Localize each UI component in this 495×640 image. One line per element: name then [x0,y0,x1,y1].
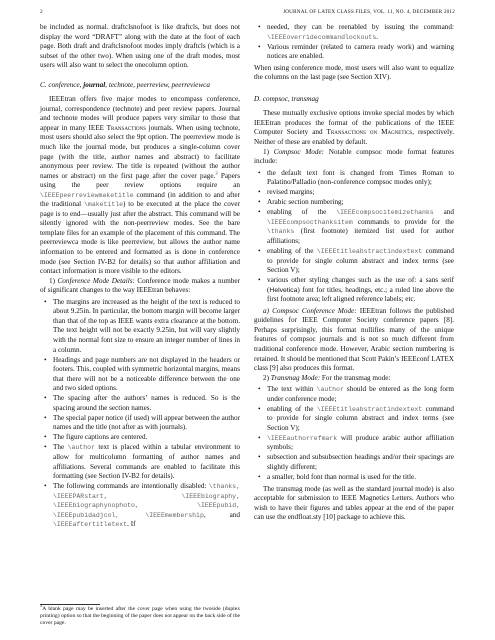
text: and [433,208,454,217]
subsection-number: 1) [263,147,269,156]
right-column [254,23,454,523]
list-item [267,434,454,453]
list-item: • Headings and page numbers are not displayed in the headers or footers. This, coupled with symmetric horizontal margins, means that there will not be a noticeable difference between the one and two sided options. [53,356,240,394]
subsection-transmag-mode [254,374,454,384]
code-text: \IEEEauthorrefmark [267,434,338,442]
code-text: \author [67,444,95,452]
text: text is placed within a tabular environment to allow for multicolumn formatting of author names and affiliations. Several commands are enabled to facilitate this formatting (see Section IV-B2 for details). [53,443,240,481]
subsection-conference-mode [40,277,240,296]
text: These mutually exclusive options invoke special modes by which IEEEtran produces the format of the publications of the IEEE Computer Society and [254,109,454,137]
list-item [267,405,454,434]
footnote [40,603,240,627]
list-item [267,276,454,305]
conference-mode-list [40,298,240,530]
list-item-continued [267,23,454,42]
running-header [40,9,455,19]
text: ) to be executed at the place the cover page is to end—usually just after the abstract. This command will be silently ignored with the non-peerreview modes. See the bare template files for an example of the placement of this command. The peerreviewca mode is like peerreview, but allows the author name information to be entered and formatted as is done in conference mode (see Section IV-B2 for details) so that author affiliation and contact information is more visible to the editors. [40,200,240,276]
text: command to provide for single column abstract and index terms (see Section V); [267,404,454,432]
list-item [267,208,454,246]
paragraph-equalize-columns: When using conference mode, most users will also want to equalize the columns on the last page (see Section XIV). [254,63,454,82]
text: journals. When using technote, most users should also select the 9pt option. The peerreview mode is much like the journal mode, but produces a single-column cover page (with the title, author names and abstract) to facilitate anonymous peer review. The title is repeated (without the author names or abstract) on the first page after the cover page. [40,123,241,180]
list-item [267,385,454,404]
paragraph-modes [40,95,240,276]
text: IEEEtran offers five major modes to encompass conference, journal, correspondence (technote) and peer review papers. Journal and technote modes will produce papers very similar to those that appear in many IEEE [40,95,240,132]
text: command (in addition to and after the traditional [40,190,240,209]
list-item: • revised margins; [267,188,454,198]
text: . [376,32,379,41]
list-item [53,443,240,481]
subsubsection-title: Compsoc Conference Mode: [272,306,357,315]
text: The [53,443,68,452]
code-text: \thanks [267,228,295,236]
text: The text within [267,385,317,394]
compsoc-features-list [254,169,454,305]
list-item: • Arabic section numbering; [267,198,454,208]
text: Papers using the peer review options require an [40,171,240,190]
section-c-suffix: , technote, peerreview, peerreviewca [105,80,210,89]
list-item: • subsection and subsubsection headings and/or their spacings are slightly different; [267,453,454,472]
section-c-prefix: C. conference, [40,80,84,89]
text: will produce arabic author affiliation symbols; [267,433,454,452]
code-text: \thanks, \IEEEPARstart, \IEEEbiography, \IEEEbiographynophoto, \IEEEpubid, \IEEEpubidadjcol, \IEEEmembership [53,483,240,519]
text: enabling of the [267,246,317,255]
code-text: \IEEEtitleabstractindextext [316,405,423,413]
footnote-text: A blank page may be inserted after the cover page when using the twoside (duplex printing) option so that the beginning of the paper does not appear on the back side of the cover page. [40,606,240,626]
text: IEEEtran follows the published guidelines for IEEE Computer Society conference papers [8]. Perhaps surprisingly, this format nullifies many of the unique features of compsoc journals and is not so much different from traditional conference mode. However, Arabic section numbering is retained. It should be mentioned that Scott Pakin’s IEEEconf LATEX class [9] also produces this format. [254,306,455,373]
text: , and [203,510,240,519]
code-text: \maketitle [84,201,124,209]
page-number: 2 [40,9,43,15]
code-text: \author [316,386,344,394]
text: For the transmag mode: [320,373,391,382]
section-heading-c [40,81,240,91]
paragraph-exclusive-options [254,109,454,147]
transmag-features-list [254,385,454,482]
code-text: \IEEEcompsocitemizethanks [336,209,434,217]
subsection-title: Conference Mode Details: [57,276,135,285]
text: should be entered as the long form under conference mode; [267,385,454,403]
subsection-title: Compsoc Mode: [273,147,325,156]
footnote-rule [40,604,100,605]
text: various other styling changes such as the use of: a sans serif ( [267,276,454,294]
footnote-mark: 3 [40,603,43,609]
text: commands to provide for the [352,217,454,226]
paragraph-draft-modes: be included as normal. draftclsnofoot is like draftcls, but does not display the word “DRAFT” along with the date at the foot of each page. Both draft and draftclsnofoot modes imply draftcls (which is a subset of the other two). When using one of the draft modes, most users will also want to select the onecolumn option. [40,23,240,70]
subsection-number: 1) [49,276,55,285]
text: command to provide for single column abstract and index terms (see Section V); [267,246,454,275]
list-item: • a smaller, bold font than normal is used for the title. [267,473,454,483]
list-item: • Various reminder (related to camera ready work) and warning notices are enabled. [267,43,454,62]
left-column [40,23,240,532]
footnote-ref: 3 [215,170,218,176]
list-item: • The figure captions are centered. [53,433,240,443]
subsection-number: 2) [263,373,269,382]
text: enabling of the [267,404,317,413]
list-item [267,247,454,276]
code-text: \IEEEtitleabstractindextext [316,247,423,255]
text: ) font for titles, headings, etc.; a ruled line above the first footnote area; left aligned reference labels; etc. [267,285,454,304]
list-item: • The special paper notice (if used) will appear between the author names and the title (not after as with journals). [53,414,240,433]
code-text: \IEEEpeerreviewmaketitle [40,191,134,199]
text: Conference mode makes a number of significant changes to the way IEEEtran behaves: [40,276,240,295]
text: Notable compsoc mode format features include: [254,147,455,166]
list-item: • the default text font is changed from Times Roman to Palatino/Palladio (non-conference compsoc modes only); [267,169,454,188]
text: Transactions [106,123,146,132]
sans-text: Helvetica [269,286,298,294]
subsubsection-compsoc-conference [254,307,454,374]
list-item [53,482,240,530]
text: (first footnote) itemized list used for author affiliations; [267,227,454,245]
subsection-compsoc-mode [254,148,454,167]
text: The following commands are intentionally disabled: [53,482,209,491]
text: Transactions on Magnetics [326,128,413,137]
code-text: \IEEEaftertitletext [53,521,128,529]
text: , respectively. Neither of these are enabled by default. [254,128,454,146]
subsubsection-number: a) [263,306,269,315]
text: . If [127,520,136,529]
section-heading-d: D. compsoc, transmag [254,94,319,103]
list-item: • The spacing after the authors’ names is reduced. So is the spacing around the section names. [53,394,240,413]
text: needed, they can be reenabled by issuing the command: [267,23,454,31]
code-text: \IEEEcompsocthanksitem [267,218,353,226]
paragraph-transmag-final: The transmag mode (as well as the standard journal mode) is also acceptable for submission to IEEE Magnetics Letters. Authors who wish to have their figures and tables appear at the end of the paper can use the endfloat.sty [10] package to achieve this. [254,484,454,522]
section-c-bold: journal [83,80,106,89]
code-text: \IEEEoverridecommandlockouts [267,33,377,41]
text: enabling of the [267,208,337,217]
list-item: • The margins are increased as the height of the text is reduced to about 9.25in. In particular, the bottom margin will become larger than that of the top as IEEE wants extra clearance at the bottom. The text height will not be exactly 9.25in, but will vary slightly with the normal font size to ensure an integer number of lines in a column. [53,298,240,355]
conference-mode-list-continued [254,23,454,62]
journal-title: JOURNAL OF LATEX CLASS FILES, VOL. 11, NO. 4, DECEMBER 2012 [283,9,455,15]
subsection-title: Transmag Mode: [270,373,321,382]
